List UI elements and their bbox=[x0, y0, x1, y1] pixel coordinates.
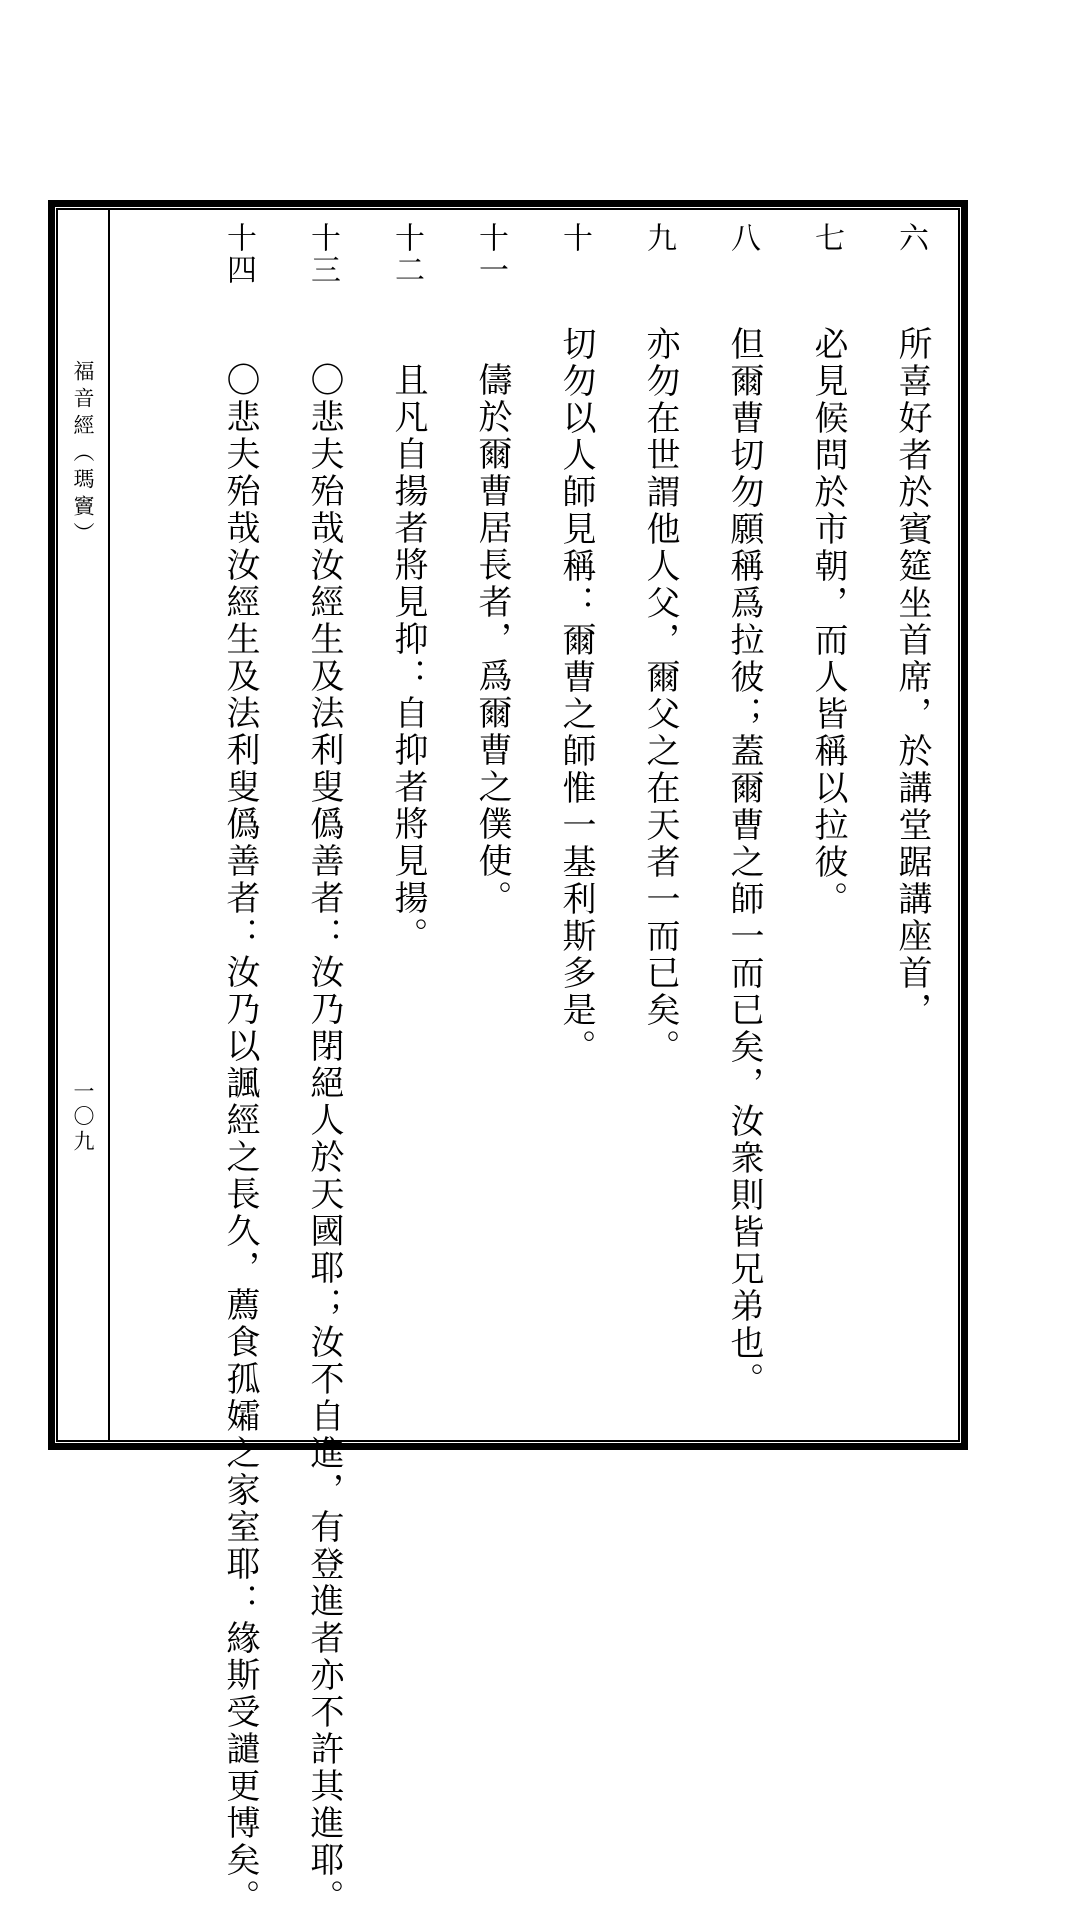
verse-8 bbox=[700, 222, 784, 1422]
vertical-text-block bbox=[120, 222, 952, 1916]
verse-text: 必見候問於市朝，而人皆稱以拉彼。 bbox=[808, 326, 848, 918]
running-head: 福音經（瑪竇） bbox=[71, 360, 95, 549]
verse-7 bbox=[784, 222, 868, 1422]
verse-text: 但爾曹切勿願稱爲拉彼；蓋爾曹之師一而已矣，汝衆則皆兄弟也。 bbox=[724, 326, 764, 1399]
verse-number: 六 bbox=[893, 222, 928, 254]
verse-number: 十 bbox=[557, 222, 592, 254]
verse-number: 九 bbox=[641, 222, 676, 254]
verse-text: 切勿以人師見稱：爾曹之師惟一基利斯多是。 bbox=[556, 326, 596, 1066]
verse-12 bbox=[364, 222, 448, 1422]
verse-text: 所喜好者於賓筵坐首席，於講堂踞講座首， bbox=[892, 326, 932, 1029]
verse-11 bbox=[448, 222, 532, 1422]
verse-number: 八 bbox=[725, 222, 760, 254]
verse-text: 〇悲夫殆哉汝經生及法利叟僞善者：汝乃以諷經之長久，薦食孤孀之家室耶：緣斯受譴更博矣。 bbox=[220, 362, 260, 1916]
verse-text: 亦勿在世謂他人父，爾父之在天者一而已矣。 bbox=[640, 326, 680, 1066]
page-number: 一〇九 bbox=[71, 1080, 95, 1155]
verse-text: 儔於爾曹居長者，爲爾曹之僕使。 bbox=[472, 362, 512, 917]
verse-text: 且凡自揚者將見抑：自抑者將見揚。 bbox=[388, 362, 428, 954]
verse-9 bbox=[616, 222, 700, 1422]
verse-6 bbox=[868, 222, 952, 1422]
verse-13 bbox=[280, 222, 364, 1916]
verse-number: 十一 bbox=[473, 222, 508, 286]
verse-text: 〇悲夫殆哉汝經生及法利叟僞善者：汝乃閉絕人於天國耶；汝不自進，有登進者亦不許其進耶。 bbox=[304, 362, 344, 1916]
margin-column-divider bbox=[108, 208, 110, 1442]
verse-number: 十二 bbox=[389, 222, 424, 286]
verse-14 bbox=[196, 222, 280, 1916]
verse-10 bbox=[532, 222, 616, 1422]
verse-number: 十四 bbox=[221, 222, 256, 286]
verse-number: 七 bbox=[809, 222, 844, 254]
verse-number: 十三 bbox=[305, 222, 340, 286]
margin-column bbox=[58, 210, 108, 1440]
